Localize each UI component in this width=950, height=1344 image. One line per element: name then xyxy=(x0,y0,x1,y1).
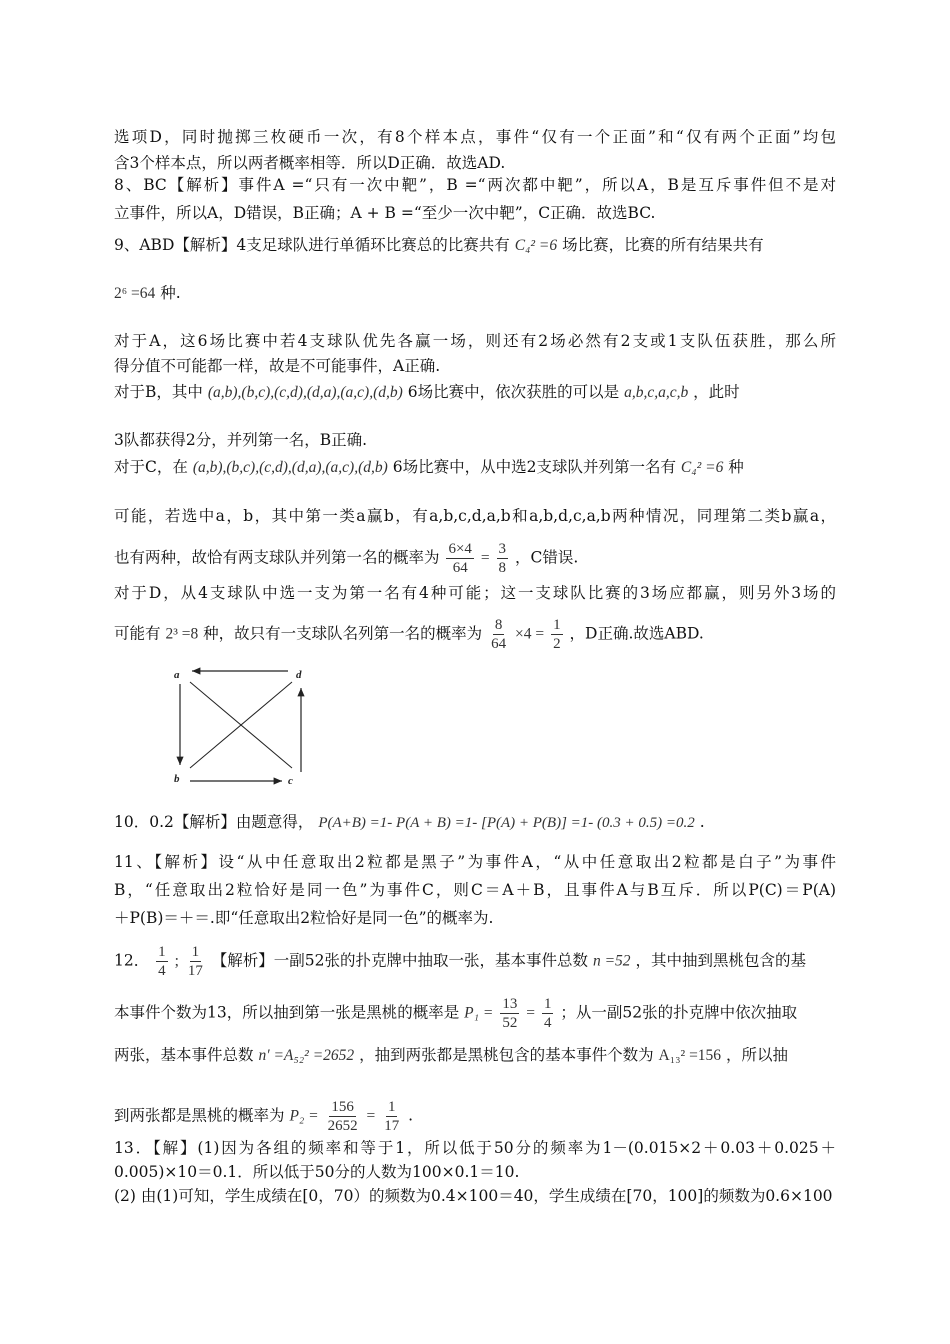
fraction xyxy=(542,995,554,1032)
math-expression: = xyxy=(480,549,490,567)
math-expression: 2³ =8 xyxy=(165,625,199,643)
text-span: 两张，基本事件总数 xyxy=(114,1046,254,1064)
text-line: (2) 由(1)可知，学生成绩在[0，70）的频数为0.4×100＝40，学生成绩在[70，100]的频数为0.6×100 xyxy=(114,1187,833,1205)
math-expression: C₄² =6 xyxy=(680,459,724,476)
text-span: 6场比赛中，从中选2支球队并列第一名有 xyxy=(392,458,676,476)
text-span: 12． xyxy=(114,951,150,970)
fraction xyxy=(497,540,509,577)
fraction xyxy=(156,943,168,980)
text-line xyxy=(114,540,836,577)
text-line: 对于A，这6场比赛中若4支球队优先各赢一场，则还有2场必然有2支或1支队伍获胜，那么所 xyxy=(114,332,836,350)
math-expression: = xyxy=(366,1107,376,1125)
math-expression: (a,b),(b,c),(c,d),(d,a),(a,c),(d,b) xyxy=(207,384,403,401)
fraction xyxy=(489,616,508,653)
math-expression: ×4 = xyxy=(515,625,545,643)
text-line: 选项D，同时抛掷三枚硬币一次，有8个样本点，事件“仅有一个正面”和“仅有两个正面”均包 xyxy=(114,128,836,146)
text-line xyxy=(114,382,836,403)
text-line xyxy=(114,943,836,980)
denominator: 64 xyxy=(452,560,468,576)
fraction xyxy=(551,616,563,653)
text-line: 立事件，所以A，D错误，B正确；A + B =“至少一次中靶”，C正确．故选BC. xyxy=(114,204,656,222)
node-label: a xyxy=(174,669,180,681)
text-span: ，C错误. xyxy=(514,548,579,567)
math-expression: n =52 xyxy=(592,952,631,970)
numerator: 1 xyxy=(387,1099,396,1115)
text-span: 种 xyxy=(728,458,744,476)
text-line: B，“任意取出2粒恰好是同一色”为事件C，则C＝A＋B，且事件A与B互斥．所以P(C)＝P(A) xyxy=(114,881,836,899)
text-span: 种. xyxy=(160,284,181,302)
text-line: 8、BC【解析】事件A =“只有一次中靶”，B =“两次都中靶”，所以A，B是互斥事件但不是对 xyxy=(114,176,836,194)
numerator: 1 xyxy=(543,996,552,1012)
numerator: 3 xyxy=(498,541,507,557)
numerator: 1 xyxy=(191,944,200,960)
denominator: 64 xyxy=(491,636,507,652)
math-expression: P(A+B) =1- P(A + B) =1- [P(A) + P(B)] =1- (0.3 + 0.5) =0.2 xyxy=(318,815,695,831)
text-line xyxy=(114,1045,836,1066)
text-line xyxy=(114,812,836,833)
denominator: 2652 xyxy=(327,1118,358,1134)
fraction xyxy=(446,540,473,577)
text-span: 9、ABD【解析】4支足球队进行单循环比赛总的比赛共有 xyxy=(114,236,510,254)
numerator: 6×4 xyxy=(448,541,472,557)
numerator: 8 xyxy=(494,617,503,633)
math-expression: 2⁶ =64 xyxy=(114,285,156,302)
text-line: 可能，若选中a，b，其中第一类a赢b，有a,b,c,d,a,b和a,b,d,c,a,b两种情况，同理第二类b赢a， xyxy=(114,507,836,525)
text-span: 本事件个数为13，所以抽到第一张是黑桃的概率是 xyxy=(114,1003,460,1022)
text-line: 得分值不可能都一样，故是不可能事件，A正确. xyxy=(114,357,441,375)
fraction xyxy=(382,1098,401,1135)
text-line xyxy=(114,1098,836,1135)
math-expression: P₁ = xyxy=(464,1004,494,1022)
node-label: d xyxy=(296,669,302,681)
node-label: b xyxy=(174,773,180,785)
text-span: ，抽到两张都是黑桃包含的基本事件个数为 xyxy=(359,1046,654,1064)
text-line: 13．【解】(1)因为各组的频率和等于1，所以低于50分的频率为1－(0.015×2＋0.03＋0.025＋ xyxy=(114,1139,836,1157)
text-line xyxy=(114,616,836,653)
fraction xyxy=(326,1098,360,1135)
denominator: 4 xyxy=(158,963,166,979)
math-expression: P₂ = xyxy=(289,1107,319,1125)
denominator: 17 xyxy=(384,1118,400,1134)
text-span: 对于C，在 xyxy=(114,458,188,476)
math-expression: A₁₃² =156 xyxy=(658,1047,722,1064)
denominator: 2 xyxy=(553,636,561,652)
text-line xyxy=(114,457,836,478)
text-line xyxy=(114,235,836,256)
numerator: 1 xyxy=(158,944,166,960)
math-expression: (a,b),(b,c),(c,d),(d,a),(a,c),(d,b) xyxy=(192,459,388,476)
text-span: 6场比赛中，依次获胜的可以是 xyxy=(407,383,620,401)
numerator: 156 xyxy=(331,1099,354,1115)
text-span: ，此时 xyxy=(693,383,740,401)
text-span: 种，故只有一支球队名列第一名的概率为 xyxy=(203,624,483,643)
math-expression: = xyxy=(526,1004,535,1022)
text-line: 3队都获得2分，并列第一名，B正确. xyxy=(114,431,368,449)
text-span: . xyxy=(699,813,705,831)
text-span: 也有两种，故恰有两支球队并列第一名的概率为 xyxy=(114,548,440,567)
text-line: ＋P(B)＝＋＝.即“任意取出2粒恰好是同一色”的概率为. xyxy=(114,909,494,927)
text-line: 对于D，从4支球队中选一支为第一名有4种可能；这一支球队比赛的3场应都赢，则另外3场的 xyxy=(114,584,836,602)
separator: ; xyxy=(174,952,179,970)
node-label: c xyxy=(288,775,293,787)
denominator: 17 xyxy=(187,963,203,979)
fraction xyxy=(186,943,205,980)
text-line: 11、【解析】设“从中任意取出2粒都是黑子”为事件A，“从中任意取出2粒都是白子”为事件 xyxy=(114,853,836,871)
text-span: ，其中抽到黑桃包含的基 xyxy=(635,951,807,970)
text-span: 对于B，其中 xyxy=(114,383,203,401)
text-span: . xyxy=(408,1106,414,1125)
denominator: 52 xyxy=(502,1015,518,1031)
text-span: ；从一副52张的扑克牌中依次抽取 xyxy=(560,1003,798,1022)
math-expression: n′ =A₅₂² =2652 xyxy=(258,1047,355,1064)
text-span: 10．0.2【解析】由题意得， xyxy=(114,813,314,831)
text-line xyxy=(114,995,836,1032)
denominator: 8 xyxy=(498,560,507,576)
numerator: 1 xyxy=(553,617,561,633)
tournament-diagram xyxy=(170,660,320,790)
text-span: 场比赛，比赛的所有结果共有 xyxy=(562,236,764,254)
numerator: 13 xyxy=(502,996,518,1012)
fraction xyxy=(500,995,519,1032)
text-line: 0.005)×10＝0.1．所以低于50分的人数为100×0.1＝10. xyxy=(114,1163,520,1181)
text-span: ，所以抽 xyxy=(726,1046,789,1064)
denominator: 4 xyxy=(543,1015,552,1031)
text-span: 可能有 xyxy=(114,624,161,643)
math-expression: a,b,c,a,c,b xyxy=(624,384,689,401)
text-span: 到两张都是黑桃的概率为 xyxy=(114,1106,285,1125)
text-span: ，D正确.故选ABD. xyxy=(569,624,704,643)
math-expression: C₄² =6 xyxy=(514,237,558,254)
text-line: 含3个样本点，所以两者概率相等．所以D正确．故选AD. xyxy=(114,154,506,172)
text-span: 【解析】一副52张的扑克牌中抽取一张，基本事件总数 xyxy=(211,951,589,970)
text-line xyxy=(114,283,836,304)
